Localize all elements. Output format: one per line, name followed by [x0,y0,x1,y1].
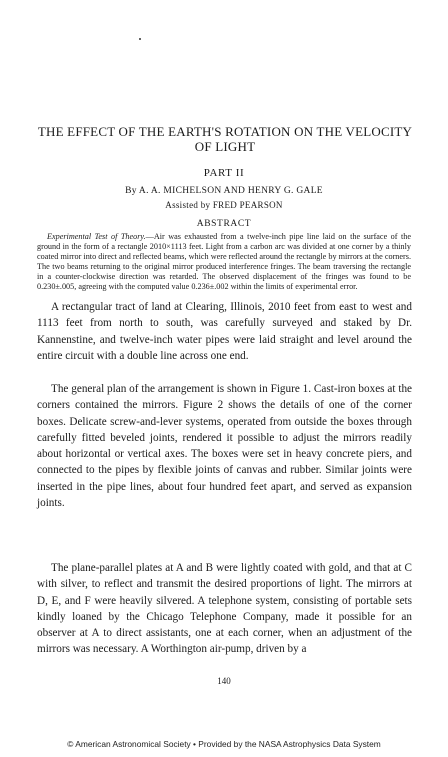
abstract-heading: ABSTRACT [196,219,252,229]
paragraph-3: The plane-parallel plates at A and B were lightly coated with gold, and that at C with silver, to reflect and transmit the desired proportions of light. The mirrors at D, E, and F were heavily silvered. A telephone system, consisting of portable sets kindly loaned by the Chicago Telephone Company, made it possible for an observer at A to direct assistants, one at each corner, when an adjustment of the mirrors was necessary. A Worthington air-pump, driven by a [37,562,412,656]
assisted-by-line: Assisted by FRED PEARSON [165,200,283,210]
article-title: THE EFFECT OF THE EARTH'S ROTATION ON THE VELOCITY OF LIGHT [37,124,413,154]
authors-line: By A. A. MICHELSON AND HENRY G. GALE [125,186,323,196]
ads-footer: © American Astronomical Society • Provided by the NASA Astrophysics Data System [67,739,381,749]
abstract-text [37,232,411,293]
abstract-lead: Experimental Test of Theory. [47,232,146,241]
abstract-body: —Air was exhausted from a twelve-inch pipe line laid on the surface of the ground in the form of a rectangle 2010×1113 feet. Light from a carbon arc was divided at one corner by a thinly coated mirror into direct and reflected beams, which were reflected around the rectangle by mirrors at the corners. The two beams returning to the original mirror produced interference fringes. The beam traversing the rectangle in a counter-clockwise direction was retarded. The observed displacement of the fringes was found to be 0.230±.005, agreeing with the computed value 0.236±.002 within the limits of experimental error. [37,232,411,292]
part-label: PART II [203,167,245,179]
speck [139,38,141,40]
page-number: 140 [217,676,231,686]
paragraph-2: The general plan of the arrangement is shown in Figure 1. Cast-iron boxes at the corners contained the mirrors. Figure 2 shows the details of one of the corner boxes. Delicate screw-and-lever systems, operated from outside the boxes through carefully fitted beveled joints, rendered it possible to adjust the mirrors readily about horizontal or vertical axes. The boxes were set in heavy concrete piers, and connected to the pipes by flexible joints of canvas and rubber. Similar joints were inserted in the pipe lines, about four hundred feet apart, and served as expansion joints. [37,383,412,510]
paragraph-1: A rectangular tract of land at Clearing, Illinois, 2010 feet from east to west and 1113 feet from north to south, was carefully surveyed and staked by Dr. Kannenstine, and twelve-inch water pipes were laid straight and level around the entire circuit with a double line across one end. [37,301,412,362]
